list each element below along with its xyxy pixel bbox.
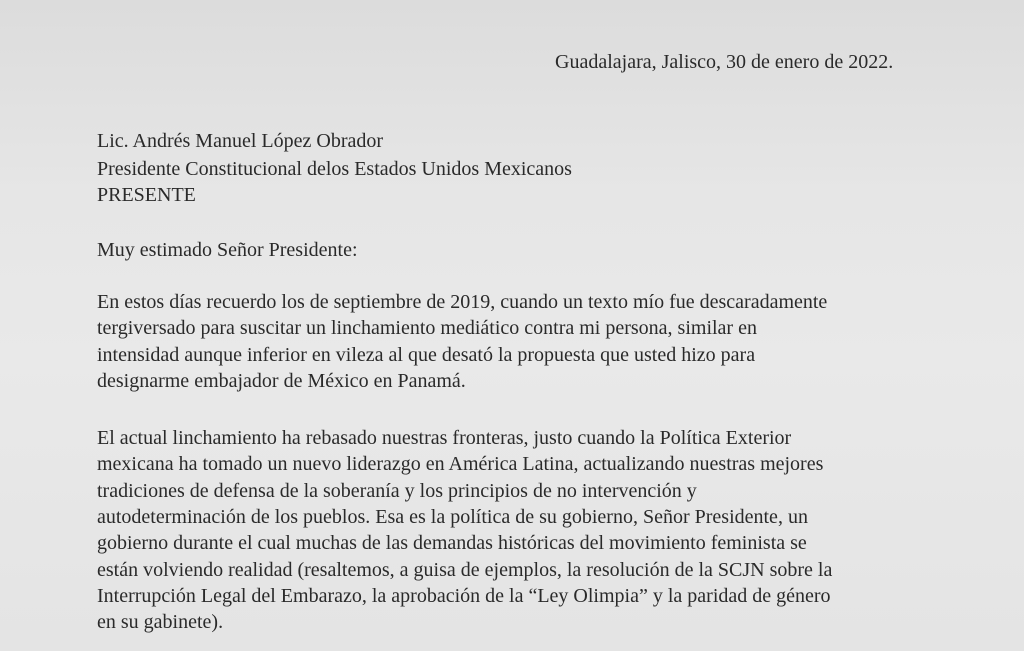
paragraph-2-line: El actual linchamiento ha rebasado nuestras fronteras, justo cuando la Política Exterior: [97, 427, 792, 449]
addressee-title: Presidente Constitucional delos Estados Unidos Mexicanos: [97, 158, 572, 180]
paragraph-1-line: En estos días recuerdo los de septiembre de 2019, cuando un texto mío fue descaradamente: [97, 291, 828, 313]
paragraph-2-line: gobierno durante el cual muchas de las demandas históricas del movimiento feminista se: [97, 532, 807, 554]
paragraph-2-line: autodeterminación de los pueblos. Esa es la política de su gobierno, Señor Presidente, un: [97, 506, 808, 528]
paragraph-1-line: tergiversado para suscitar un linchamiento mediático contra mi persona, similar en: [97, 317, 757, 339]
addressee-presente: PRESENTE: [97, 184, 196, 206]
paragraph-1-line: designarme embajador de México en Panamá.: [97, 370, 466, 392]
paragraph-2-line: Interrupción Legal del Embarazo, la aprobación de la “Ley Olimpia” y la paridad de género: [97, 585, 831, 607]
greeting: Muy estimado Señor Presidente:: [97, 239, 358, 261]
paragraph-2-line: mexicana ha tomado un nuevo liderazgo en América Latina, actualizando nuestras mejores: [97, 453, 824, 475]
paragraph-2-line: tradiciones de defensa de la soberanía y los principios de no intervención y: [97, 480, 697, 502]
place-date: Guadalajara, Jalisco, 30 de enero de 2022.: [555, 51, 894, 73]
paragraph-2-line: en su gabinete).: [97, 611, 224, 633]
paragraph-1-line: intensidad aunque inferior en vileza al que desató la propuesta que usted hizo para: [97, 344, 756, 366]
paragraph-2-line: están volviendo realidad (resaltemos, a guisa de ejemplos, la resolución de la SCJN sobre la: [97, 559, 833, 581]
addressee-name: Lic. Andrés Manuel López Obrador: [97, 130, 384, 152]
